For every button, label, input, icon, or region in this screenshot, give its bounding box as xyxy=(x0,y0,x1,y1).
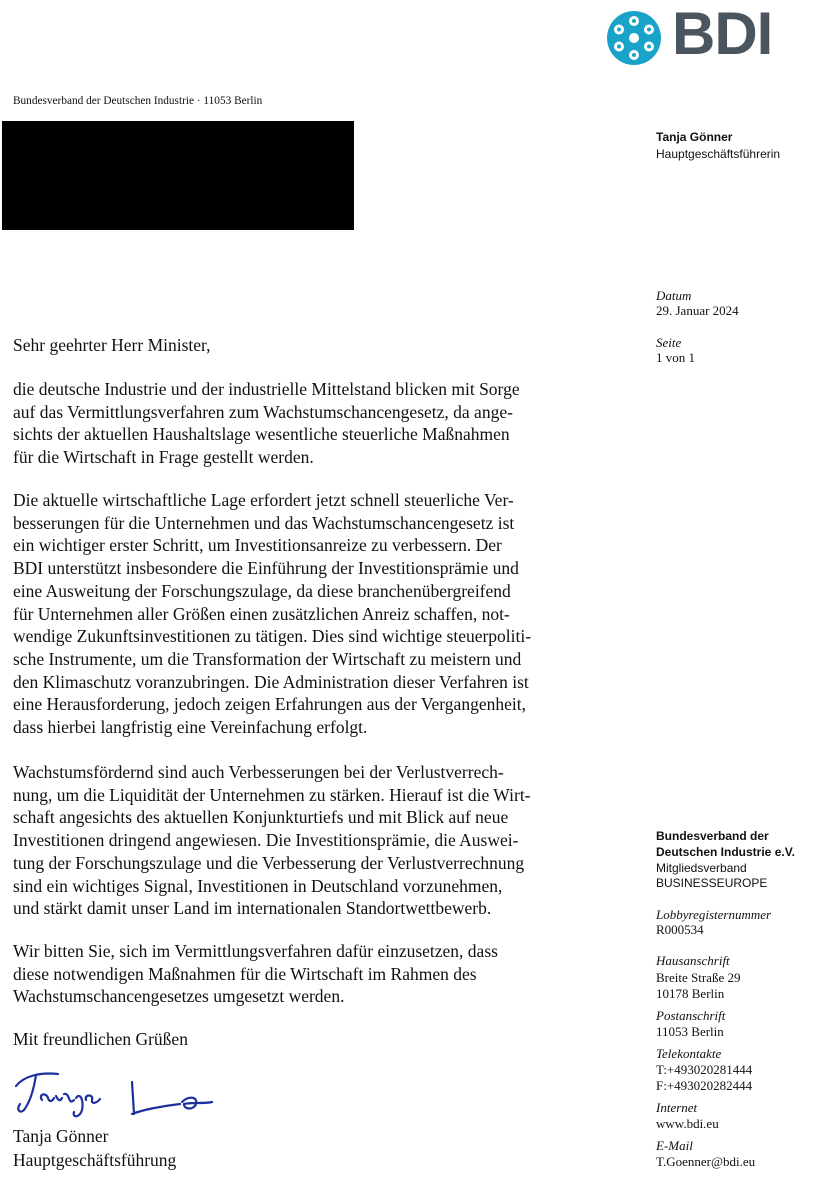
text-line: besserungen für die Unternehmen und das Wachstumschancengesetz ist xyxy=(13,512,515,533)
text-line: ein wichtiger erster Schritt, um Investitionsanreize zu verbessern. Der xyxy=(13,535,502,556)
author-role: Hauptgeschäftsführerin xyxy=(656,147,781,161)
lobby-register-label: Lobbyregisternummer xyxy=(656,907,772,922)
signatory-name: Tanja Gönner xyxy=(13,1126,109,1146)
text-line: Wachstumschancengesetzes umgesetzt werden. xyxy=(13,986,345,1007)
email-label: E-Mail xyxy=(656,1138,693,1153)
postal-address-label: Postanschrift xyxy=(656,1008,726,1023)
handwritten-signature xyxy=(12,1066,222,1126)
street-address-label: Hausanschrift xyxy=(656,953,730,968)
text-line: schaft angesichts des aktuellen Konjunkturtiefs und mit Blick auf neue xyxy=(13,807,509,828)
text-line: Wir bitten Sie, sich im Vermittlungsverfahren dafür einzusetzen, dass xyxy=(13,941,498,961)
lobby-register-value: R000534 xyxy=(656,922,704,937)
street-address-line2: 10178 Berlin xyxy=(656,986,725,1001)
org-member-line1: Mitgliedsverband xyxy=(656,861,747,875)
text-line: dass hierbei langfristig eine Vereinfachung erfolgt. xyxy=(13,717,368,738)
paragraph-4 xyxy=(13,940,613,1008)
text-line: nung, um die Liquidität der Unternehmen zu stärken. Hierauf ist die Wirt- xyxy=(13,784,531,805)
bdi-logo-icon xyxy=(606,10,662,66)
paragraph-2 xyxy=(13,489,613,739)
email-link[interactable]: T.Goenner@bdi.eu xyxy=(656,1154,756,1169)
bdi-logo-text: BDI xyxy=(672,0,773,67)
text-line: tung der Forschungszulage und die Verbesserung der Verlustverrechnung xyxy=(13,852,525,873)
text-line: sche Instrumente, um die Transformation der Wirtschaft zu meistern und xyxy=(13,648,522,669)
org-name-line1: Bundesverband der xyxy=(656,829,769,843)
street-address-line1: Breite Straße 29 xyxy=(656,970,741,985)
text-line: Wachstumsfördernd sind auch Verbesserungen bei der Verlustverrech- xyxy=(13,762,504,782)
text-line: sind ein wichtiges Signal, Investitionen in Deutschland vorzunehmen, xyxy=(13,875,503,896)
website-link[interactable]: www.bdi.eu xyxy=(656,1116,719,1131)
text-line: den Klimaschutz voranzubringen. Die Administration dieser Verfahren ist xyxy=(13,671,529,692)
text-line: Investitionen dringend angewiesen. Die Investitionsprämie, die Auswei- xyxy=(13,830,519,851)
page-value: 1 von 1 xyxy=(656,350,695,365)
salutation: Sehr geehrter Herr Minister, xyxy=(13,335,211,355)
text-line: BDI unterstützt insbesondere die Einführung der Investitionsprämie und xyxy=(13,558,519,579)
author-name: Tanja Gönner xyxy=(656,130,733,144)
text-line: eine Ausweitung der Forschungszulage, da diese branchenübergreifend xyxy=(13,580,511,601)
closing-phrase: Mit freundlichen Grüßen xyxy=(13,1029,188,1049)
text-line: für die Wirtschaft in Frage gestellt werden. xyxy=(13,447,314,468)
date-label: Datum xyxy=(656,288,692,303)
text-line: wendige Zukunftsinvestitionen zu tätigen. Dies sind wichtige steuerpoliti- xyxy=(13,626,532,647)
redacted-recipient-address xyxy=(2,121,354,230)
postal-address-line1: 11053 Berlin xyxy=(656,1024,724,1039)
sender-address-line: Bundesverband der Deutschen Industrie · 11053 Berlin xyxy=(13,95,263,107)
text-line: sichts der aktuellen Haushaltslage wesentliche steuerliche Maßnahmen xyxy=(13,424,510,445)
paragraph-1 xyxy=(13,378,613,469)
text-line: für Unternehmen aller Größen einen zusätzlichen Anreiz schaffen, not- xyxy=(13,603,510,624)
date-value: 29. Januar 2024 xyxy=(656,303,739,318)
text-line: eine Herausforderung, jedoch zeigen Erfahrungen aus der Vergangenheit, xyxy=(13,694,526,715)
text-line: Die aktuelle wirtschaftliche Lage erfordert jetzt schnell steuerliche Ver- xyxy=(13,490,514,510)
contact-label: Telekontakte xyxy=(656,1046,722,1061)
text-line: diese notwendigen Maßnahmen für die Wirtschaft im Rahmen des xyxy=(13,963,477,984)
phone-number: T:+493020281444 xyxy=(656,1062,753,1077)
page-label: Seite xyxy=(656,335,682,350)
org-member-line2: BUSINESSEUROPE xyxy=(656,876,768,890)
paragraph-3 xyxy=(13,761,613,920)
text-line: die deutsche Industrie und der industrielle Mittelstand blicken mit Sorge xyxy=(13,379,520,399)
fax-number: F:+493020282444 xyxy=(656,1078,753,1093)
org-name-line2: Deutschen Industrie e.V. xyxy=(656,845,795,859)
signatory-role: Hauptgeschäftsführung xyxy=(13,1150,177,1170)
text-line: und stärkt damit unser Land im internationalen Standortwettbewerb. xyxy=(13,898,492,919)
text-line: auf das Vermittlungsverfahren zum Wachstumschancengesetz, da ange- xyxy=(13,401,513,422)
internet-label: Internet xyxy=(656,1100,698,1115)
